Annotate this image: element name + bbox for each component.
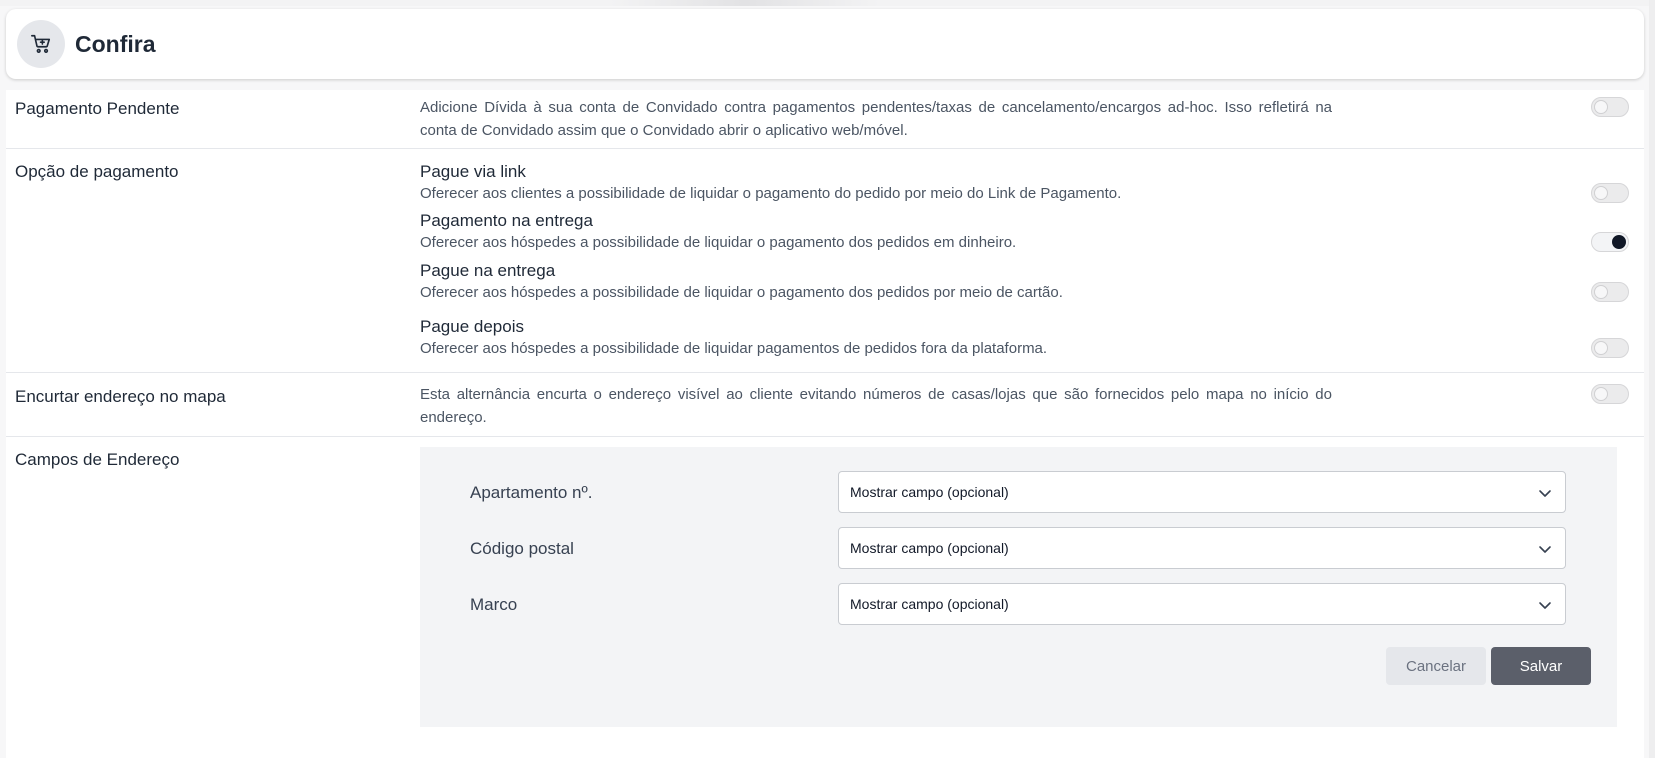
postal-code-field-value: Mostrar campo (opcional) <box>850 540 1009 556</box>
address-fields-row <box>6 437 1644 758</box>
cancel-button[interactable]: Cancelar <box>1386 647 1486 685</box>
landmark-field-select[interactable] <box>838 583 1566 625</box>
payment-option-label: Opção de pagamento <box>15 162 179 181</box>
shorten-address-toggle[interactable] <box>1591 384 1629 404</box>
postal-code-field-select[interactable] <box>838 527 1566 569</box>
chevron-down-icon <box>1537 541 1553 557</box>
pending-payment-description: Adicione Dívida à sua conta de Convidado contra pagamentos pendentes/taxas de cancelamento/encargos ad-hoc. Isso refletirá na conta de Convidado assim que o Convidado abrir o aplicativo web/móvel. <box>420 99 1332 139</box>
cart-add-icon <box>17 20 65 68</box>
pending-payment-label: Pagamento Pendente <box>15 99 180 118</box>
apartment-field-select[interactable] <box>838 471 1566 513</box>
card-on-delivery-title: Pague na entrega <box>420 261 556 280</box>
shorten-address-description: Esta alternância encurta o endereço visível ao cliente evitando números de casas/lojas que são fornecidos pelo mapa no início do endereço. <box>420 386 1332 426</box>
top-edge <box>0 0 1655 6</box>
address-fields-panel <box>420 447 1617 727</box>
pay-later-title: Pague depois <box>420 317 524 336</box>
page-header <box>6 9 1644 79</box>
shorten-address-label: Encurtar endereço no mapa <box>15 387 226 406</box>
card-on-delivery-toggle[interactable] <box>1591 282 1629 302</box>
apartment-field-label: Apartamento nº. <box>470 483 593 502</box>
cash-on-delivery-title: Pagamento na entrega <box>420 211 593 230</box>
chevron-down-icon <box>1537 485 1553 501</box>
apartment-field-value: Mostrar campo (opcional) <box>850 484 1009 500</box>
pay-later-description: Oferecer aos hóspedes a possibilidade de liquidar pagamentos de pedidos fora da plataforma. <box>420 340 1048 357</box>
cash-on-delivery-toggle[interactable] <box>1591 232 1629 252</box>
landmark-field-label: Marco <box>470 595 518 614</box>
cash-on-delivery-description: Oferecer aos hóspedes a possibilidade de liquidar o pagamento dos pedidos em dinheiro. <box>420 234 1017 251</box>
settings-content <box>6 90 1644 758</box>
page-title: Confira <box>75 30 156 57</box>
save-button[interactable]: Salvar <box>1491 647 1591 685</box>
landmark-field-value: Mostrar campo (opcional) <box>850 596 1009 612</box>
pending-payment-toggle[interactable] <box>1591 97 1629 117</box>
pay-via-link-description: Oferecer aos clientes a possibilidade de liquidar o pagamento do pedido por meio do Link de Pagamento. <box>420 185 1122 202</box>
postal-code-field-label: Código postal <box>470 539 574 558</box>
pay-later-toggle[interactable] <box>1591 338 1629 358</box>
scrollbar-track[interactable] <box>1649 0 1655 758</box>
payment-option-row <box>6 149 1644 373</box>
pay-via-link-title: Pague via link <box>420 162 526 181</box>
pay-via-link-toggle[interactable] <box>1591 183 1629 203</box>
shorten-address-row <box>6 373 1644 437</box>
card-on-delivery-description: Oferecer aos hóspedes a possibilidade de liquidar o pagamento dos pedidos por meio de cartão. <box>420 284 1063 301</box>
address-fields-label: Campos de Endereço <box>15 450 180 469</box>
pending-payment-row <box>6 90 1644 149</box>
chevron-down-icon <box>1537 597 1553 613</box>
